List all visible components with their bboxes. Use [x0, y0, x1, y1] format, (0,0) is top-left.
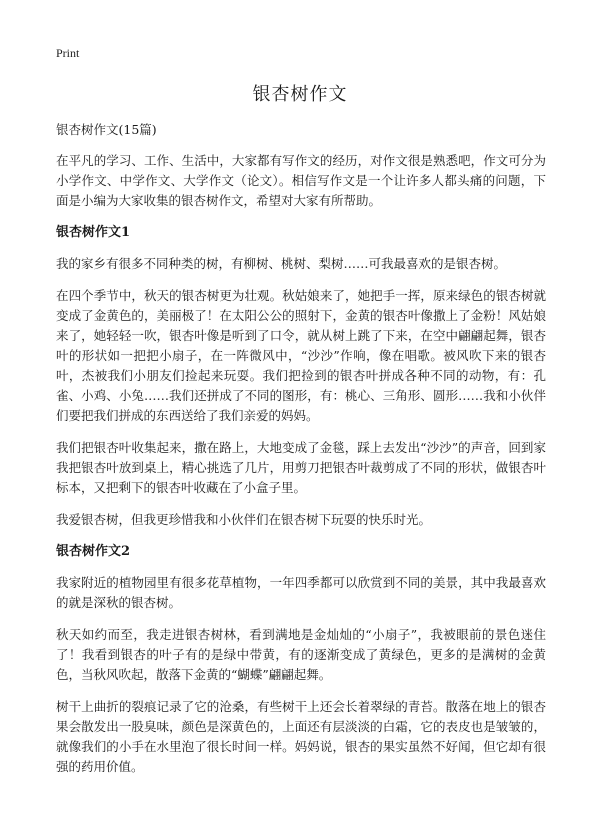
section-1-paragraph: 我爱银杏树，但我更珍惜我和小伙伴们在银杏树下玩耍的快乐时光。	[56, 512, 432, 527]
document-title: 银杏树作文	[252, 84, 348, 105]
section-1-paragraph: 我的家乡有很多不同种类的树，有柳树、桃树、梨树……可我最喜欢的是银杏树。	[56, 256, 507, 271]
print-link[interactable]: Print	[56, 46, 80, 60]
section-heading-2: 银杏树作文2	[56, 544, 131, 559]
section-2-paragraph: 秋天如约而至，我走进银杏树林，看到满地是金灿灿的“小扇子”，我被眼前的景色迷住了！我看到银杏的叶子有的是绿中带黄，有的逐渐变成了黄绿色，更多的是满树的金黄色，当秋风吹起，散落下金黄的“蝴蝶”翩翩起舞。	[56, 627, 546, 682]
intro-paragraph: 在平凡的学习、工作、生活中，大家都有写作文的经历，对作文很是熟悉吧，作文可分为小学作文、中学作文、大学作文（论文）。相信写作文是一个让许多人都头痛的问题，下面是小编为大家收集的银杏树作文，希望对大家有所帮助。	[56, 153, 546, 208]
section-2-paragraph: 树干上曲折的裂痕记录了它的沧桑，有些树干上还会长着翠绿的青苔。散落在地上的银杏果会散发出一股臭味，颜色是深黄色的，上面还有层淡淡的白霜，它的表皮也是皱皱的，就像我们的小手在水里泡了很长时间一样。妈妈说，银杏的果实虽然不好闻，但它却有很强的药用价值。	[56, 699, 546, 774]
section-1-paragraph: 在四个季节中，秋天的银杏树更为壮观。秋姑娘来了，她把手一挥，原来绿色的银杏树就变成了金黄色的，美丽极了！在太阳公公的照射下，金黄的银杏叶像撒上了金粉！风姑娘来了，她轻轻一吹，银杏叶像是听到了口令，就从树上跳了下来，在空中翩翩起舞，银杏叶的形状如一把把小扇子，在一阵微风中，“沙沙”作响，像在唱歌。被风吹下来的银杏叶，杰被我们小朋友们捡起来玩耍。我们把捡到的银杏叶拼成各种不同的动物，有：孔雀、小鸡、小兔……我们还拼成了不同的图形，有：桃心、三角形、圆形……我和小伙伴们要把我们拼成的东西送给了我们亲爱的妈妈。	[56, 288, 546, 423]
section-1-paragraph: 我们把银杏叶收集起来，撒在路上，大地变成了金毯，踩上去发出“沙沙”的声音，回到家我把银杏叶放到桌上，精心挑选了几片，用剪刀把银杏叶裁剪成了不同的形状，做银杏叶标本，又把剩下的银杏叶收藏在了小盒子里。	[56, 440, 546, 495]
section-heading-1: 银杏树作文1	[56, 225, 131, 240]
section-2-paragraph: 我家附近的植物园里有很多花草植物，一年四季都可以欣赏到不同的美景，其中我最喜欢的就是深秋的银杏树。	[56, 575, 546, 610]
document-body	[56, 120, 546, 789]
document-subtitle: 银杏树作文(15篇)	[56, 122, 157, 137]
